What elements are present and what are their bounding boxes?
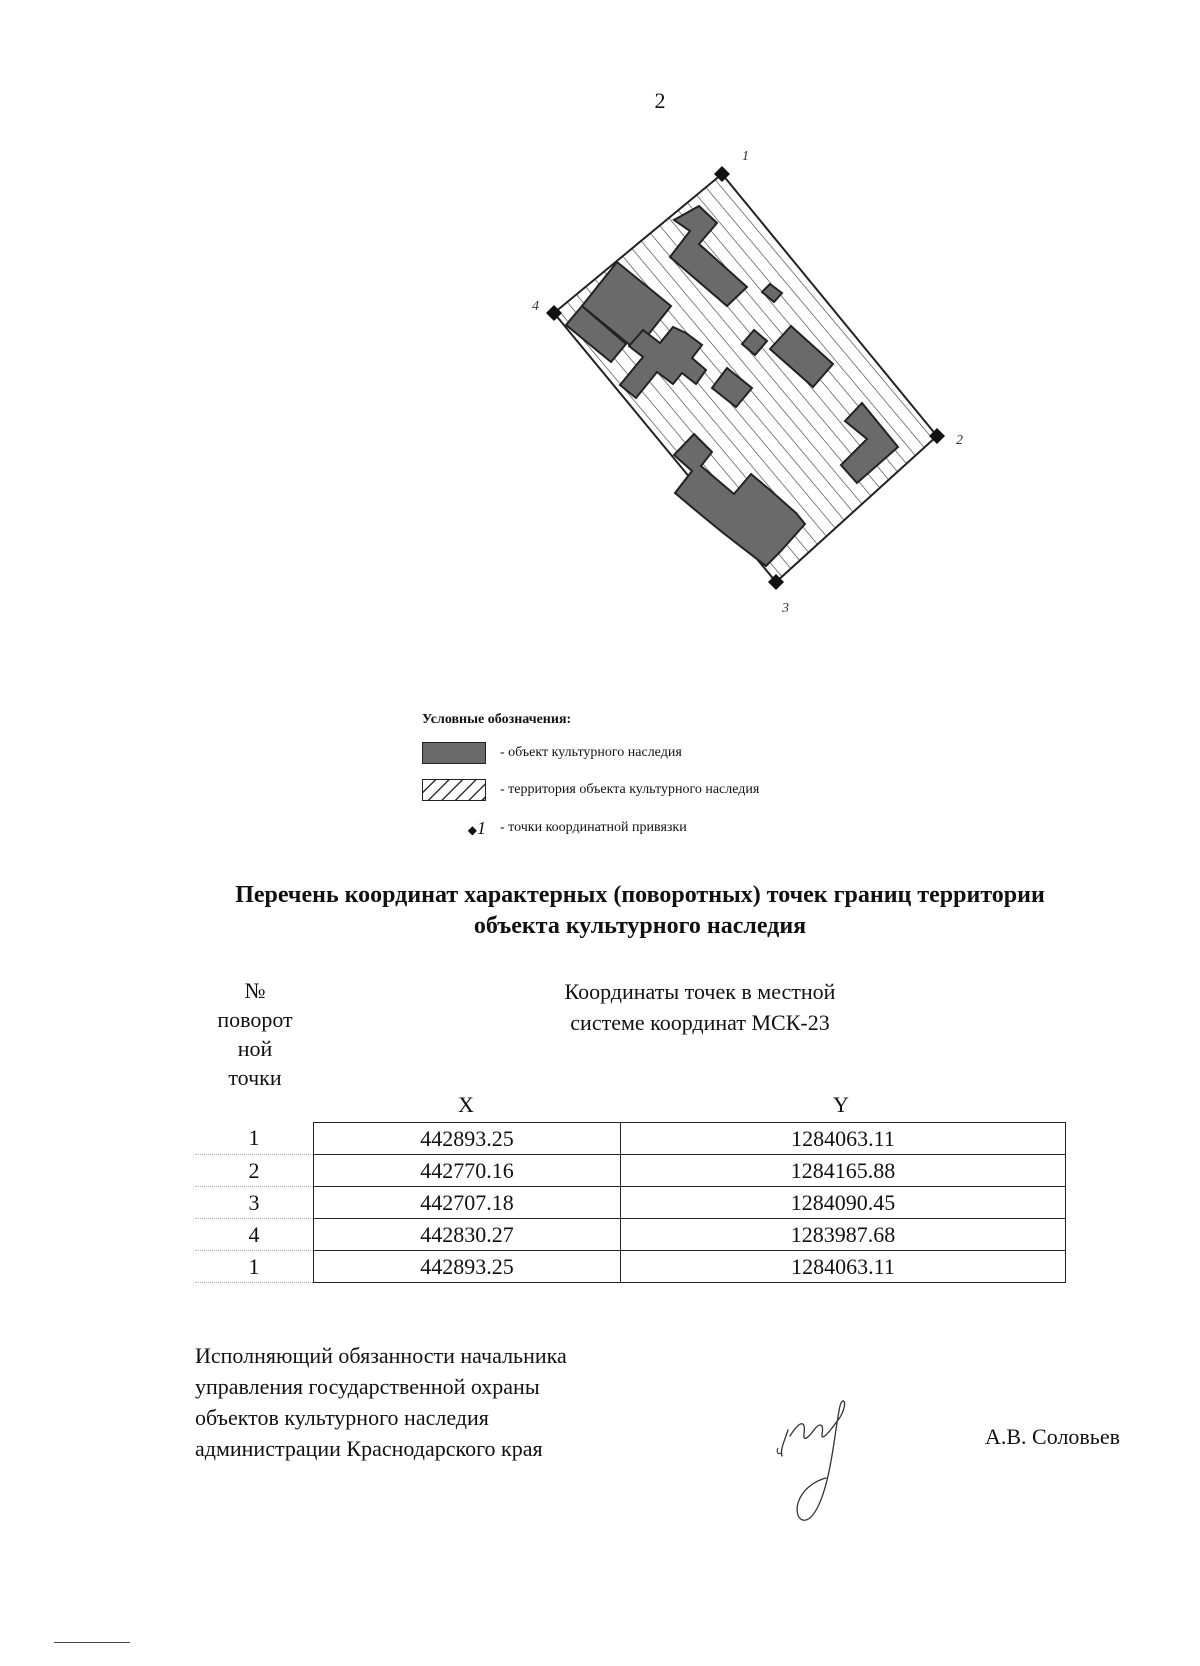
point-number-header bbox=[195, 976, 315, 1092]
legend bbox=[422, 712, 922, 838]
svg-text:4: 4 bbox=[532, 299, 539, 314]
table-row bbox=[195, 1187, 1066, 1219]
position-line: Исполняющий обязанности начальника bbox=[195, 1343, 567, 1368]
page-number: 2 bbox=[654, 88, 666, 113]
header-line: ной bbox=[237, 1036, 273, 1061]
legend-item-heritage-territory bbox=[422, 777, 759, 803]
footer-divider bbox=[54, 1642, 130, 1643]
x-cell: 442830.27 bbox=[314, 1219, 621, 1251]
document-heading bbox=[140, 880, 1140, 942]
position-line: объектов культурного наследия bbox=[195, 1405, 489, 1430]
table-row bbox=[195, 1251, 1066, 1283]
marker-label: 1 bbox=[477, 817, 486, 838]
heading-line-1: Перечень координат характерных (поворотных) точек границ территории bbox=[235, 882, 1045, 908]
header-line: системе координат МСК-23 bbox=[570, 1010, 830, 1035]
reference-point-marker-icon: ◆1 bbox=[467, 817, 486, 838]
point-number-cell: 4 bbox=[195, 1219, 314, 1251]
y-cell: 1284063.11 bbox=[621, 1123, 1066, 1155]
table-row bbox=[195, 1219, 1066, 1251]
reference-point-3 bbox=[768, 574, 789, 616]
header-line: поворот bbox=[217, 1007, 293, 1032]
header-line: № bbox=[244, 978, 266, 1003]
header-line: Координаты точек в местной bbox=[564, 979, 836, 1004]
reference-point-1 bbox=[714, 149, 749, 182]
x-cell: 442707.18 bbox=[314, 1187, 621, 1219]
coordinates-header bbox=[470, 976, 930, 1038]
y-cell: 1284090.45 bbox=[621, 1187, 1066, 1219]
y-cell: 1283987.68 bbox=[621, 1219, 1066, 1251]
heritage-object-swatch-icon bbox=[422, 742, 486, 764]
signatory-position bbox=[195, 1340, 715, 1464]
svg-text:2: 2 bbox=[956, 433, 963, 448]
x-cell: 442893.25 bbox=[314, 1123, 621, 1155]
legend-item-text: - объект культурного наследия bbox=[500, 745, 682, 760]
x-column-header: X bbox=[458, 1092, 474, 1117]
point-number-cell: 1 bbox=[195, 1123, 314, 1155]
signer-name: А.В. Соловьев bbox=[985, 1424, 1120, 1449]
point-number-cell: 3 bbox=[195, 1187, 314, 1219]
coordinates-table bbox=[195, 1122, 1066, 1283]
position-line: администрации Краснодарского края bbox=[195, 1436, 543, 1461]
table-row bbox=[195, 1155, 1066, 1187]
hatch-swatch-icon bbox=[422, 779, 486, 801]
legend-item-heritage-object bbox=[422, 740, 682, 766]
legend-item-reference-points bbox=[422, 815, 687, 841]
y-cell: 1284063.11 bbox=[621, 1251, 1066, 1283]
point-number-cell: 1 bbox=[195, 1251, 314, 1283]
legend-item-text: - территория объекта культурного наследия bbox=[500, 782, 760, 797]
y-cell: 1284165.88 bbox=[621, 1155, 1066, 1187]
legend-title: Условные обозначения: bbox=[422, 712, 572, 727]
svg-text:1: 1 bbox=[742, 149, 749, 164]
heading-line-2: объекта культурного наследия bbox=[473, 913, 807, 939]
site-plan-diagram bbox=[0, 0, 1200, 660]
point-number-cell: 2 bbox=[195, 1155, 314, 1187]
header-line: точки bbox=[228, 1065, 282, 1090]
handwritten-signature bbox=[770, 1390, 880, 1540]
x-cell: 442770.16 bbox=[314, 1155, 621, 1187]
table-row bbox=[195, 1123, 1066, 1155]
x-cell: 442893.25 bbox=[314, 1251, 621, 1283]
position-line: управления государственной охраны bbox=[195, 1374, 540, 1399]
reference-point-2 bbox=[929, 428, 963, 448]
svg-text:3: 3 bbox=[782, 601, 789, 616]
legend-item-text: - точки координатной привязки bbox=[500, 820, 687, 835]
y-column-header: Y bbox=[833, 1092, 849, 1117]
